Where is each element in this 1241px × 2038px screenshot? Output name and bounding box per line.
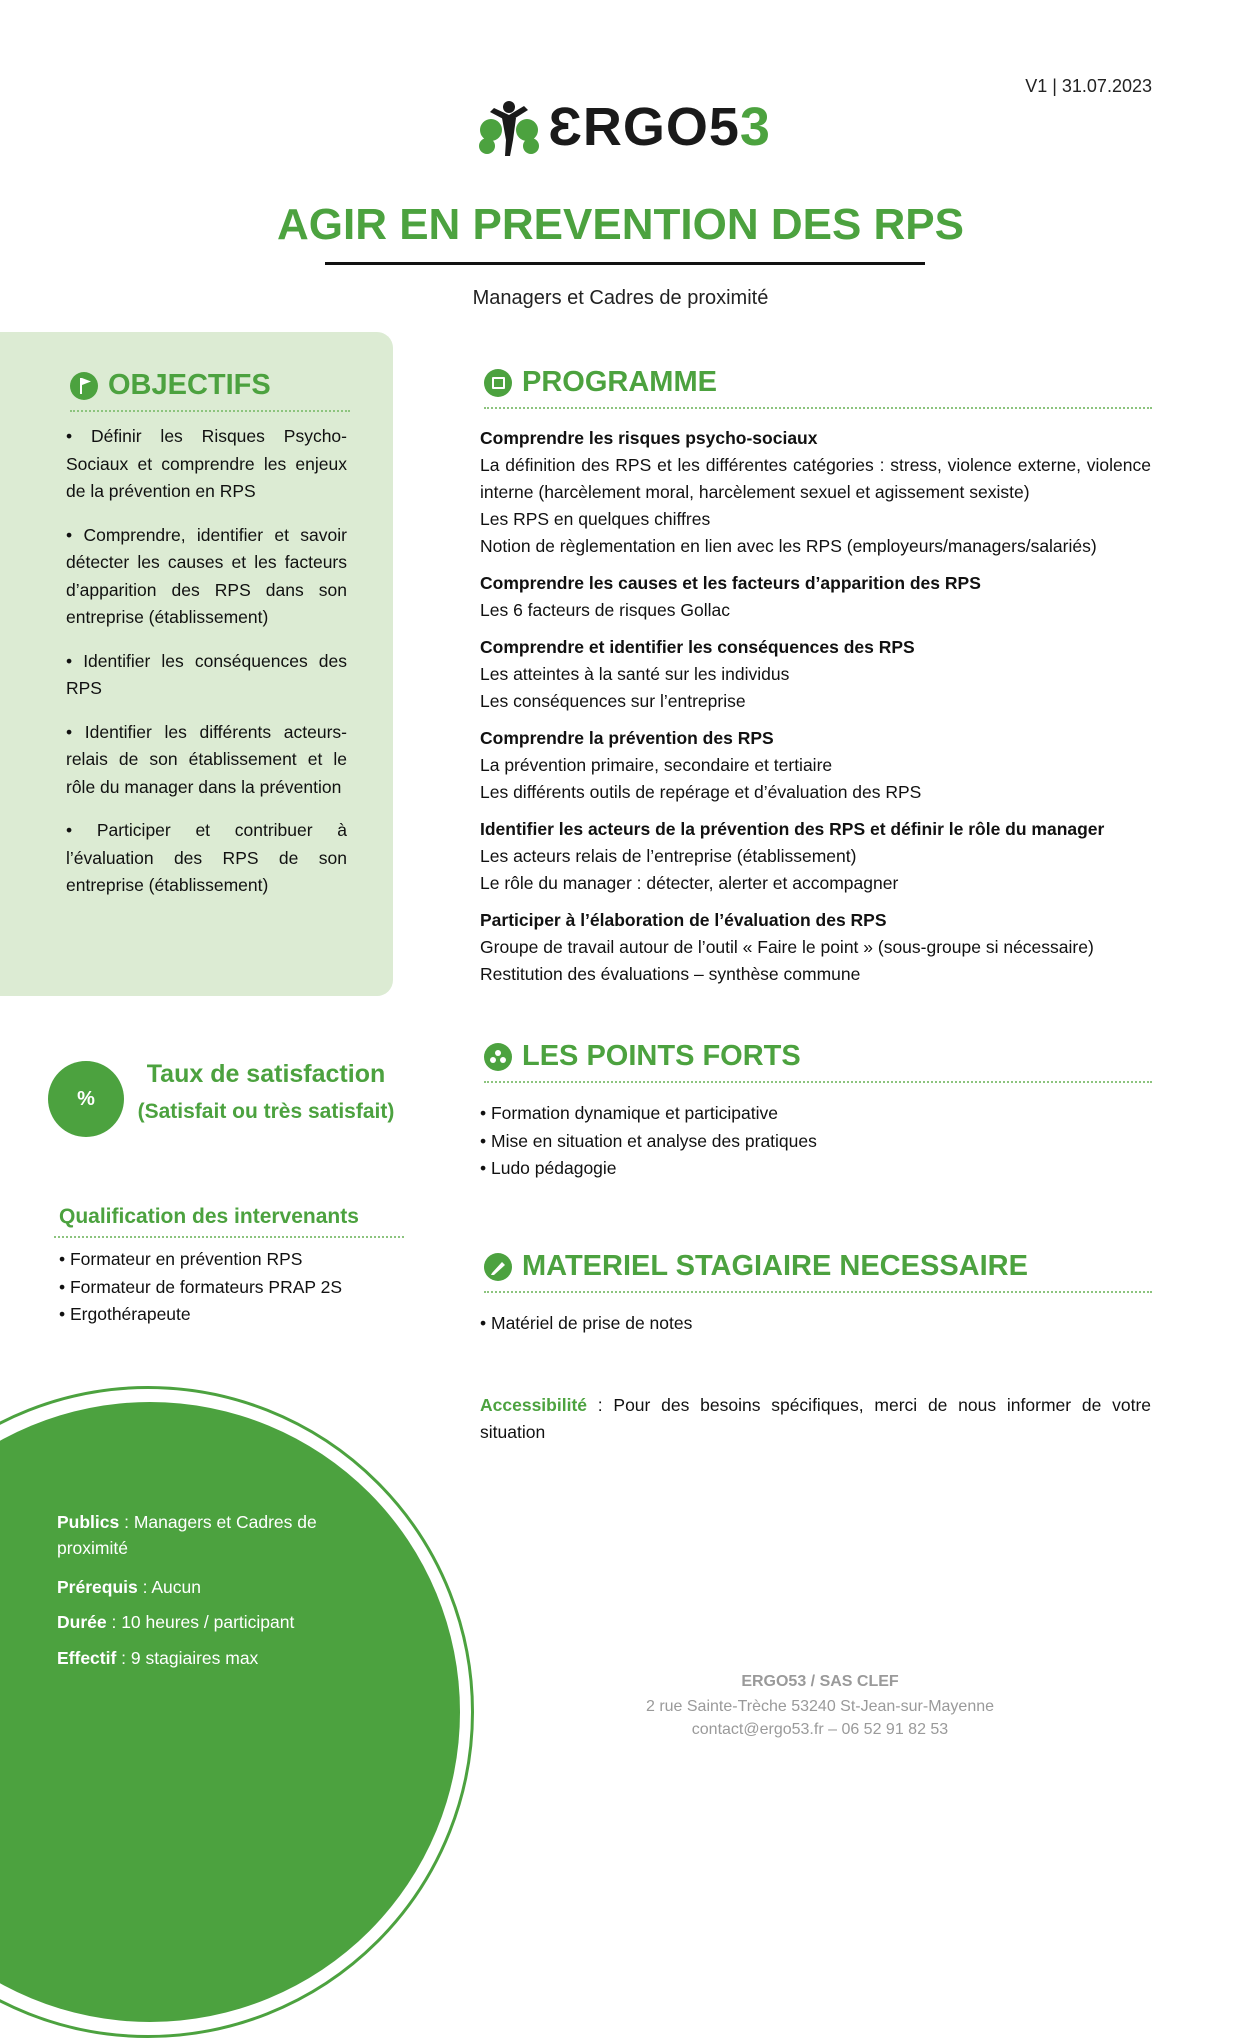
points-forts-header	[484, 1040, 1152, 1083]
footer-contact: contact@ergo53.fr – 06 52 91 82 53	[691, 1721, 949, 1738]
programme-line: La prévention primaire, secondaire et tertiaire	[480, 755, 833, 775]
list-item: • Matériel de prise de notes	[480, 1313, 693, 1333]
programme-line: Restitution des évaluations – synthèse commune	[480, 964, 861, 984]
programme-line: Groupe de travail autour de l’outil « Faire le point » (sous-groupe si nécessaire)	[480, 937, 1094, 957]
objectifs-heading: OBJECTIFS	[108, 369, 271, 401]
list-item: • Formateur de formateurs PRAP 2S	[59, 1276, 342, 1297]
programme-block-title: Comprendre les risques psycho-sociaux	[480, 428, 818, 448]
info-label: Prérequis	[57, 1577, 138, 1597]
title-underline	[325, 262, 925, 265]
info-value: : 10 heures / participant	[106, 1612, 295, 1632]
programme-line: Notion de règlementation en lien avec les RPS (employeurs/managers/salariés)	[480, 536, 1097, 556]
programme-line: Les acteurs relais de l’entreprise (établissement)	[480, 846, 857, 866]
info-label: Durée	[57, 1612, 107, 1632]
programme-block-title: Comprendre et identifier les conséquences des RPS	[480, 637, 915, 657]
list-item: • Comprendre, identifier et savoir détecter les causes et les facteurs d’apparition des RPS dans son entreprise (établissement)	[66, 524, 347, 627]
programme-line: Les RPS en quelques chiffres	[480, 509, 711, 529]
accessibilite-text: : Pour des besoins spécifiques, merci de nous informer de votre situation	[480, 1395, 1151, 1442]
info-value: : 9 stagiaires max	[116, 1648, 259, 1668]
points-forts-list	[480, 1100, 817, 1183]
programme-block	[480, 634, 1151, 715]
satisfaction-badge: %	[48, 1061, 124, 1137]
footer-company: ERGO53 / SAS CLEF	[741, 1673, 899, 1690]
list-item: • Définir les Risques Psycho-Sociaux et comprendre les enjeux de la prévention en RPS	[66, 426, 347, 501]
programme-block-title: Identifier les acteurs de la prévention des RPS et définir le rôle du manager	[480, 819, 1105, 839]
list-item: • Ergothérapeute	[59, 1304, 191, 1324]
programme-header	[484, 366, 1152, 409]
info-effectif	[57, 1645, 387, 1671]
objectifs-list	[66, 423, 347, 916]
list-item: • Participer et contribuer à l’évaluation des RPS de son entreprise (établissement)	[66, 820, 347, 895]
info-duree	[57, 1609, 387, 1635]
logo	[476, 92, 776, 162]
group-icon	[484, 1043, 512, 1071]
pencil-icon	[484, 1253, 512, 1281]
book-icon	[484, 369, 512, 397]
info-label: Publics	[57, 1512, 120, 1532]
info-value: : Managers et Cadres de proximité	[57, 1512, 317, 1558]
qualification-list	[59, 1246, 342, 1329]
page-subtitle: Managers et Cadres de proximité	[472, 287, 769, 309]
programme-line: Le rôle du manager : détecter, alerter et accompagner	[480, 873, 899, 893]
materiel-heading: MATERIEL STAGIAIRE NECESSAIRE	[522, 1250, 1028, 1282]
info-publics	[57, 1509, 387, 1561]
list-item: • Formateur en prévention RPS	[59, 1249, 303, 1269]
logo-text: ƐRGO53	[548, 97, 771, 157]
logo-figure-icon	[476, 96, 542, 158]
programme-block	[480, 907, 1151, 988]
points-forts-heading: LES POINTS FORTS	[522, 1040, 801, 1072]
materiel-header	[484, 1250, 1152, 1293]
programme-block	[480, 425, 1151, 560]
programme-line: Les 6 facteurs de risques Gollac	[480, 600, 730, 620]
version-date: V1 | 31.07.2023	[1025, 76, 1152, 96]
programme-block-title: Comprendre les causes et les facteurs d’apparition des RPS	[480, 573, 981, 593]
qualification-heading: Qualification des intervenants	[59, 1205, 359, 1228]
list-item: • Mise en situation et analyse des pratiques	[480, 1130, 817, 1151]
qualification-rule	[54, 1236, 404, 1238]
list-item: • Identifier les différents acteurs-relais de son établissement et le rôle du manager dans la prévention	[66, 721, 347, 797]
accessibilite-label: Accessibilité	[480, 1395, 587, 1415]
programme-block	[480, 816, 1151, 897]
programme-line: La définition des RPS et les différentes catégories : stress, violence externe, violence interne (harcèlement moral, harcèlement sexuel et agissement sexiste)	[480, 455, 1151, 502]
info-value: : Aucun	[137, 1577, 201, 1597]
list-item: • Formation dynamique et participative	[480, 1103, 778, 1123]
list-item: • Identifier les conséquences des RPS	[66, 650, 347, 698]
satisfaction-title: Taux de satisfaction	[146, 1060, 386, 1088]
programme-block-title: Participer à l’élaboration de l’évaluation des RPS	[480, 910, 887, 930]
objectifs-header	[70, 369, 350, 412]
programme-block	[480, 570, 1151, 624]
programme-block	[480, 725, 1151, 806]
accessibilite-note	[480, 1392, 1151, 1446]
materiel-list	[480, 1310, 692, 1338]
info-prerequis	[57, 1574, 387, 1600]
footer-address: 2 rue Sainte-Trèche 53240 St-Jean-sur-Mayenne	[645, 1698, 995, 1715]
programme-line: Les conséquences sur l’entreprise	[480, 691, 746, 711]
programme-line: Les différents outils de repérage et d’évaluation des RPS	[480, 782, 922, 802]
programme-content	[480, 425, 1151, 998]
satisfaction-subtitle: (Satisfait ou très satisfait)	[137, 1100, 395, 1123]
programme-line: Les atteintes à la santé sur les individus	[480, 664, 790, 684]
programme-heading: PROGRAMME	[522, 366, 717, 398]
flag-icon	[70, 372, 98, 400]
programme-block-title: Comprendre la prévention des RPS	[480, 728, 774, 748]
page-title: AGIR EN PREVENTION DES RPS	[276, 200, 964, 249]
info-label: Effectif	[57, 1648, 117, 1668]
list-item: • Ludo pédagogie	[480, 1158, 617, 1178]
